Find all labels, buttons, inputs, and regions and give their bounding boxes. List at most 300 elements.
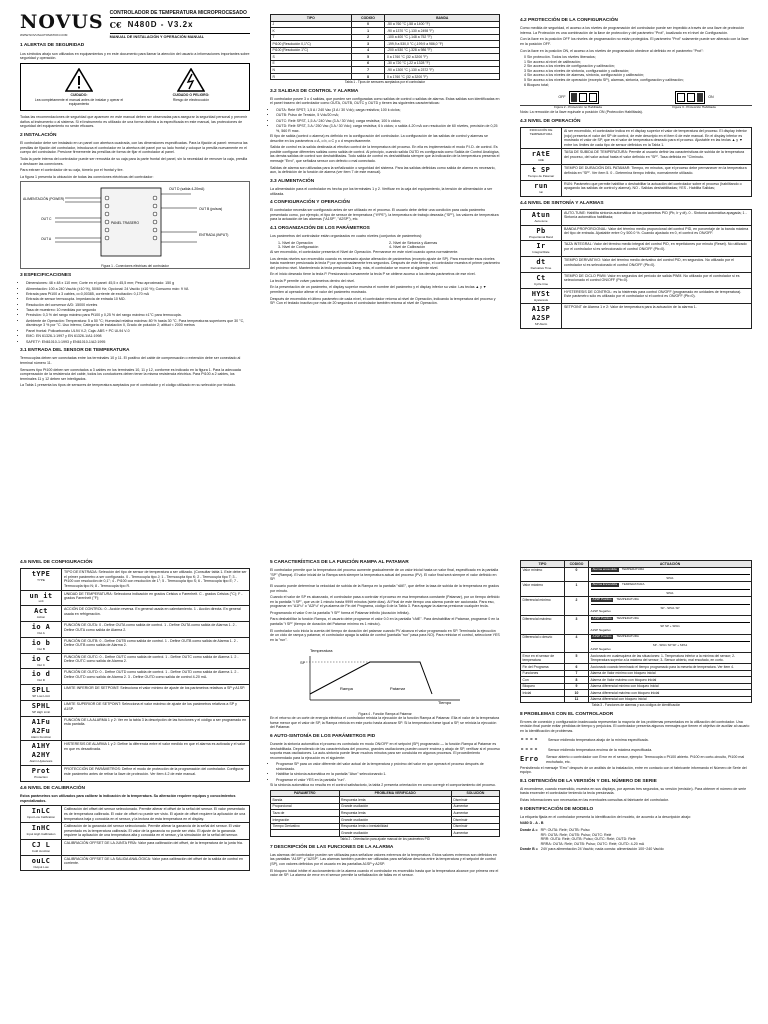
error-row xyxy=(520,755,752,764)
paragraph: Estas informaciones son necesarias en las eventuales consultas al fabricante del controlador. xyxy=(520,798,669,803)
level-item: 3- Nivel de Configuración xyxy=(278,245,319,250)
alarm-code: 0 xyxy=(565,567,589,582)
figure-caption: Figura 4 - Función Rampa al Patamar xyxy=(358,712,412,717)
alarm-description: Accionado cuando terminado el tiempo programado para la meseta de temperatura. Ver ítem 4. xyxy=(589,664,752,671)
paragraph: En el inicio deseado tiene la tecla P. Presionando nuevamente la tecla P se obtiene acceso a los demás parámetros de ese nivel. xyxy=(270,272,476,277)
parameter-key xyxy=(521,210,562,225)
parameter-row xyxy=(20,840,250,856)
parameter-row xyxy=(20,766,250,782)
column-3-bottom xyxy=(520,560,752,852)
axis-label: TEMPERATURA xyxy=(616,615,639,620)
display-code: t SP xyxy=(531,166,551,175)
alarm-sub-label: A1SP Negativo xyxy=(590,628,611,633)
axis-label: TEMPERATURA xyxy=(616,596,639,601)
column-1 xyxy=(20,10,250,390)
parameter-key xyxy=(21,569,62,589)
calibration-table xyxy=(20,805,250,871)
parameter-row xyxy=(20,638,250,654)
table-cell: Grande oscilación xyxy=(339,816,451,823)
alarm-type: Error en el sensor de temperatura xyxy=(521,653,565,664)
level-item: 1- Nivel de Operación xyxy=(278,240,313,245)
axis-label: TEMPERATURA xyxy=(616,634,639,639)
level-item: 2- Nivel de Sintonía y Alarmas xyxy=(389,240,438,245)
brand-subtitle: WWW.NOVUSAUTOMATION.COM xyxy=(20,33,68,38)
parameter-description: CALIBRACIÓN OFFSET DE LA SALIDA ANALÓGICA: Valor para calibración del offset de la salida de control en corriente. xyxy=(64,856,243,866)
section-title: 8 PROBLEMAS CON EL CONTROLADOR xyxy=(520,711,614,717)
section-title: 4.3 NIVEL DE OPERACIÓN xyxy=(520,118,581,124)
paragraph: Si la sintonía automática no resulta en el control satisfactorio, la tabla 2 presenta orientación en como corregir el comportamiento del proceso. xyxy=(270,783,496,788)
parameter-name: Alarm Function xyxy=(30,734,52,739)
table-cell: Taza de xyxy=(271,810,340,817)
outb-label: OUT B (pulsos) xyxy=(199,207,223,212)
display-code: A1Fu A2Fu xyxy=(31,717,51,735)
parameter-key xyxy=(521,226,562,241)
table-cell: -90 a 1300 °C (-130 a 2372 °F) xyxy=(385,67,500,74)
parameter-description: SETPOINT de Alarma 1 e 2: Valor de temperatura para la actuación de la alarma 1. xyxy=(564,305,697,310)
list-item: • Precisión: 0,3 % del rango máximo para Pt100 y 0,25 % del rango máximo ±1°C para termocupla. xyxy=(26,313,250,318)
paragraph: Las alarmas del controlador pueden ser utilizadas para señalizar valores extremos de la temperatura. Estos valores extremos son definidos en las pantallas "A1SP" y "A2SP". Las alarmas también pueden ser utilizadas para señalizar desvíos entre la temperatura y el setpoint de control (SP), con valores definidos por el usuario en las pantallas A1SP y A2SP. xyxy=(270,852,497,866)
connections-figure xyxy=(21,182,249,262)
list-item: • Dimensiones: 48 x 48 x 110 mm; Corte en el panel: 45,5 x 45,5 mm; Peso aproximado: 150 g xyxy=(26,281,250,286)
option-label: Donde A = xyxy=(520,827,538,832)
parameter-key xyxy=(521,181,562,196)
outa-label: OUT A xyxy=(41,237,52,242)
list-item: • Entrada de sensor termocupla. Impedancia de entrada 10 MΩ. xyxy=(26,297,250,302)
warning-text: Lea completamente el manual antes de instalar y operar el equipamiento xyxy=(34,97,124,106)
parameter-row xyxy=(520,149,752,165)
alarm-code: 3 xyxy=(565,615,589,634)
parameter-name: Action xyxy=(36,615,46,620)
temperature-axis xyxy=(591,622,750,623)
parameter-description: HYSTERESIS DE CONTROL: es la histéresis para control ON/OFF (programado en unidades de temperatura). Este parámetro sólo es utilizado por el controlador si el control es ON/OFF (Pb=0). xyxy=(564,289,742,299)
parameter-description: Al ser encendido, el controlador indica en el display superior el valor de temperatura del proceso. El display inferior (rojo) presenta el valor del SP de control, de este descripto en el ítem 6 de este manual. En el display inferior es mostrado el valor de SP, que es el valor de temperatura deseado para el proceso. Ajustable en las teclas ▲ y ▼ entre los límites de cada tipo de sensor definidos en la Tabla 1. xyxy=(564,128,747,147)
alarm-type: Diferencial máximo xyxy=(521,615,565,634)
paragraph: Termocuplas deben ser conectadas entre los terminales 10 y 11. El positivo del cable de compensación o extensión debe ser conectado al terminal número 11. xyxy=(20,356,241,365)
paragraph: En el retorno de un corte de energía eléctrica el controlador reinicia la ejecución de la función Rampa al Patamar. Ella el valor de la temperatura fuese menor que el valor de SP, la Rampa reinicia en este punto hasta alcanzar SP. Si la temperatura fuese igual a SP, se reinicia la ejecución del Patamar. xyxy=(270,716,500,730)
alarm-sub-label: A1SP Negativo xyxy=(590,609,611,614)
parameter-row xyxy=(20,805,250,823)
table-cell: 2 xyxy=(351,34,385,41)
table-cell: -200 a 530 °C (-328 a 986 °F) xyxy=(385,47,500,54)
alarm-type: Con xyxy=(521,677,565,684)
table-caption: Tabla 3 - Funciones de alarmas y sus códigos de identificación xyxy=(591,703,681,708)
axis-label-temperature: Temperatura xyxy=(310,648,333,654)
table-cell: 4 xyxy=(351,47,385,54)
list-item: RR: OUTA: Relé; OUTB: Pulso; OUTC: Relé xyxy=(540,832,612,837)
error-description: Sensor midiendo temperatura encima de la máxima especificada. xyxy=(548,747,653,752)
error-row xyxy=(520,735,752,744)
section-title: 6 AUTO-SINTONÍA DE LOS PARÁMETROS PID xyxy=(270,733,376,739)
spec-list xyxy=(20,281,250,344)
paragraph: El controlador posee 3 o 4 salidas, que pueden ser configuradas como salidas de control o salidas de alarma. Estas salidas son identificadas en el panel trasero del controlador como OUTA, OUTB, OUTC y OUTD y tienen las siguientes características: xyxy=(270,96,500,106)
table-row xyxy=(521,653,752,664)
list-item: • Alimentación: 100 a 240 Vac/dc (±10 %), 50/60 Hz; Opcional: 24 Vac/dc (±10 %); Consumo máx: 9 VA xyxy=(26,287,250,292)
error-row xyxy=(520,745,752,754)
parameter-key xyxy=(521,257,562,272)
section-title: 1 ALERTAS DE SEGURIDAD xyxy=(20,43,85,49)
parameter-description: PROTECCIÓN DE PARÁMETROS: Define el modo de protección de la programación del controlador. Configurar este parámetro antes de retirar la llave de protección. Ver ítem 4.2 de este manual. xyxy=(64,767,244,776)
table-cell: -90 a 1370 °C (-130 a 2498 °F) xyxy=(385,28,500,35)
parameter-description: FUNCIÓN DE OUTD: 0 - Define OUTD como salida de control. 1 - Define OUTD como salida de Alarma 1. 2 - Define OUTD como salida de Alarma 2. 3 - Define OUTD como salida de control 4-20 mA. xyxy=(64,670,239,679)
brand-block xyxy=(20,10,104,38)
display-code: io A xyxy=(31,623,51,632)
axis-label: TEMPERATURA xyxy=(622,581,645,586)
table-cell: E xyxy=(271,60,352,67)
parameter-key xyxy=(21,840,62,855)
column-2-bottom xyxy=(270,556,500,880)
parameter-row xyxy=(20,701,250,717)
protection-list xyxy=(520,55,752,87)
list-item: • SAFETY: EN61010-1:1993 y EN61010-1/A2:1995 xyxy=(26,340,250,345)
setpoint-marker: SPA1 xyxy=(666,575,674,580)
parameter-description: Calibración de la ganancia del sensor seleccionado. Permite alterar la ganancia de la señal del sensor. El valor presentado es la temperatura calibrada. El valor de la ganancia no puede ser visto. El ajuste de la ganancia requiere la aplicación de una temperatura alta y conocida en el sensor, y la simulación de la señal del sensor. xyxy=(64,824,241,838)
display-code: Ir xyxy=(536,242,546,251)
display-code: InLC xyxy=(31,807,51,816)
power-label: ALIMENTACIÓN (POWER) xyxy=(23,197,65,202)
temperature-axis xyxy=(591,574,750,575)
paragraph: Salidas de alarma son utilizadas para la señalización o seguridad del sistema. Para las salidas definidas como salida de alarma es necesario, aun, la definición de la función de alarma (ver ítem 7 de este manual). xyxy=(270,165,496,175)
parameter-description: FUNCIÓN DE OUTB: 0 - Define OUTB como salida de control. 1 - Define OUTB como salida de Alarma 1. 2 - Define OUTB como salida de Alarma 2. xyxy=(64,638,238,648)
alarm-code: 8 xyxy=(565,677,589,684)
list-item: • OUTC: Relé SPST, 1,5 A / 240 Vac (3 A / 30 Vdc); carga resistiva; 100 k ciclos; xyxy=(276,119,500,124)
model-code: N480D - V3.2x xyxy=(127,20,194,30)
parameter-name: Derivative Time xyxy=(530,266,552,271)
paragraph: El tipo de salida (control o alarma) es definido en la configuración del controlador. La configuración de las salidas de control y alarmas se describe en los parámetros o A, o b, o C y o d respectivamente. xyxy=(270,134,488,143)
list-item: • Resolución del conversor A/D: 15000 niveles xyxy=(26,303,250,308)
alarm-type: Valor máximo xyxy=(521,582,565,597)
alarm-diagram xyxy=(589,634,752,653)
parameter-name: Input High Calibration xyxy=(26,832,56,837)
paragraph: Los parámetros del controlador están organizados en cuatro niveles (conjuntos de parámetros): xyxy=(270,234,423,239)
alarm-description: Alarma diferencial máximo con bloqueo inicial xyxy=(589,690,752,697)
parameter-key xyxy=(21,856,62,871)
table-header: PARAMETRO xyxy=(271,790,340,797)
section-title: 4.2 PROTECCIÓN DE LA CONFIGURACIÓN xyxy=(520,18,618,23)
table-cell: 0 a 1760 °C (32 a 3200 °F) xyxy=(385,73,500,80)
table-header: ACTUACIÓN xyxy=(589,561,752,568)
outc-label: OUT C xyxy=(41,217,52,222)
dip-switch-off-icon xyxy=(569,91,599,104)
parameter-key xyxy=(21,669,62,684)
list-item: 0 Sin protección. Todos los niveles liberados; xyxy=(524,55,596,60)
parameter-name: Out B xyxy=(37,646,45,651)
table-cell: Grande oscilación xyxy=(339,803,451,810)
display-code: dt xyxy=(536,258,546,267)
paragraph: Todas las recomendaciones de seguridad que aparecen en este manual deben ser observadas para asegurar la seguridad personal y prevenir daños al instrumento o al sistema. Si el instrumento es utilizado de una forma distinta a la especificada en este manual, las protecciones de seguridad del equipamiento no serán eficaces. xyxy=(20,115,247,129)
header xyxy=(20,10,250,39)
table-cell xyxy=(271,830,340,837)
alarm-code: 2 xyxy=(565,597,589,616)
display-code: CJ L xyxy=(31,840,51,849)
paragraph: Al encenderse, cuando encendido, muestra en sus displays, por apenas tres segundos, su versión (revisión). Para obtener el número de serie basta encender el controlador teniendo la tecla presionada. xyxy=(520,786,747,796)
alarm-description: Accionado en cualesquiera de las situaciones: 1- Temperatura inferior a la mínima del sensor; 2- Temperatura superior a la máxima del sensor; 3- Sensor abierto, mal encufado, en corto. xyxy=(589,653,752,664)
table-cell: -100 a 400 °C (-148 a 752 °F) xyxy=(385,34,500,41)
display-code: InHC xyxy=(31,824,51,833)
list-item: • OUTA: Relé SPST; 1,5 A / 240 Vac (3 A / 30 Vdc); carga resistiva; 100 k ciclos; xyxy=(276,108,500,113)
section-title: 8.1 OBTENCIÓN DE LA VERSIÓN Y DEL NÚMERO DE SERIE xyxy=(520,778,657,784)
list-item: 6 Bloqueo total; xyxy=(524,82,549,87)
column-1-bottom xyxy=(20,556,250,871)
display-code: SPHL xyxy=(31,701,51,710)
alarm-diagram xyxy=(589,597,752,616)
paragraph: Sensores tipo Pt100 deben ser conectados a 3 cables en los terminales 10, 11 y 12, conforme es indicado en la figura 1. Para la adecuada compensación de la resistencia del cable, todos los conductores deben tener la misma resistencia eléctrica. Para Pt100 a 2 cables, los terminales 11 y 12 deben ser interligados. xyxy=(20,367,241,381)
alarm-diagram xyxy=(589,615,752,634)
parameter-name: rAtE xyxy=(538,158,544,163)
parameter-description: LIMITE INFERIOR DE SETPOINT: Selecciona el valor mínimo de ajuste de los parámetros relativos a SP y A1SP. xyxy=(64,686,246,691)
parameter-key xyxy=(521,304,562,328)
paragraph: Estos parámetros son utilizados para calibrar la indicación de la temperatura. Su alteración requiere equipos y conocimientos especializados. xyxy=(20,794,236,803)
setpoint-marker: SPA1 xyxy=(666,590,674,595)
paragraph: La Tabla 1 presenta los tipos de sensores de temperatura aceptados por el controlador y el código utilizado en su selección por teclado. xyxy=(20,383,237,388)
paragraph: Los demás niveles son encendido cuando es necesario ajustar alteración de parámetros (excepto ajuste de SP). Para encender esos niveles basta mantener presionada la tecla P por aproximadamente tres segundos. Después de este tiempo, el controlador muestra el primer parámetro del próximo nivel. Manteniendo la tecla presionada 3 seg. más, el controlador se mueve al siguiente nivel. xyxy=(270,256,500,270)
table-row xyxy=(521,634,752,653)
section-title: 5 CARACTERÍSTICAS DE LA FUNCIÓN RAMPA AL PATAMAR xyxy=(270,560,409,565)
list-item: • Habilitar la sintonía automática en la pantalla "Atun" seleccionando 1. xyxy=(276,772,500,777)
parameter-key xyxy=(21,654,62,669)
parameter-row xyxy=(520,127,752,149)
paragraph: Después de encendido el último parámetro de cada nivel, el controlador retorna al nivel de Operación, indicando la temperatura del proceso y SP. Con el teclado inactivo por más de 20 segundos el controlador también retorna al nivel de Operación. xyxy=(270,296,496,306)
display-code: un it xyxy=(29,591,53,600)
table-cell: Disminuir xyxy=(451,797,499,804)
table-caption: Tabla 1 - Tipos de sensores aceptados por el controlador xyxy=(344,80,426,85)
alarm-type xyxy=(521,696,565,703)
parameter-description: UNIDAD DE TEMPERATURA: Selecciona indicación en grados Celsius o Farenheit. C - grados Celsius (°C); F - grados Farenheit (°F); xyxy=(64,591,243,601)
table-header: TIPO xyxy=(271,15,352,22)
section-title: 2 INSTALACIÓN xyxy=(20,133,57,139)
parameter-row xyxy=(20,622,250,638)
parameter-row xyxy=(520,209,752,226)
danger-title: CUIDADO O PELIGRO: xyxy=(172,93,210,98)
figure-caption: Figura 3 - Protección Habilitada xyxy=(672,105,716,110)
table-cell: Disminuir xyxy=(451,816,499,823)
table-header: SOLUCIÓN xyxy=(451,790,499,797)
paragraph: Con la llave en la posición ON, el acceso a los niveles de programación obedece al definido en el parámetro "Prot": xyxy=(520,48,704,53)
parameter-key xyxy=(21,741,62,765)
parameter-row xyxy=(20,606,250,622)
parameter-name: Auto-tune xyxy=(534,218,548,223)
parameter-row xyxy=(20,568,250,590)
paragraph: Para deshabilitar la función Rampa, el usuario debe programar el valor 0.0 en la pantalla "rAtE". Para deshabilitar el Patamar, programar 0 en la pantalla "t SP" (tiempo de duración del Patamar mínimo es 1 minuto). xyxy=(270,617,500,627)
parameter-description: FUNCIÓN DE OUTA: 0 - Define OUTA como salida de control. 1 - Define OUTA como salida de Alarma 1. 2 - Define OUTA como salida de Alarma 2. xyxy=(64,623,237,632)
parameter-row xyxy=(20,591,250,607)
parameter-row xyxy=(20,717,250,742)
parameter-key xyxy=(21,606,62,621)
parameter-key xyxy=(521,149,562,164)
alarm-type: Diferencial o desvío xyxy=(521,634,565,653)
parameter-name: Hysteresis xyxy=(533,297,548,302)
table-cell: 7 xyxy=(351,67,385,74)
off-label: OFF xyxy=(558,95,566,100)
table-cell: 3 xyxy=(351,41,385,48)
parameter-name: Cold Junction xyxy=(31,848,51,853)
section-title: 3.3 ALIMENTACIÓN xyxy=(270,178,315,184)
parameter-name: SP Low Limit xyxy=(32,694,50,699)
section-title: 4.5 NIVEL DE CONFIGURACIÓN xyxy=(20,560,93,565)
table-cell: Integración xyxy=(271,816,340,823)
table-row xyxy=(521,597,752,616)
paragraph: La alimentación para el controlador es hecha por los terminales 1 y 2. Verificar en la caja del equipamiento, la tensión de alimentación a ser utilizada. xyxy=(270,186,493,196)
parameter-name: run xyxy=(538,189,544,194)
parameter-key xyxy=(521,128,562,148)
paragraph: Cuando el valor de SP es alcanzado, el controlador pasa a controlar el proceso en esa temperatura constante (Patamar), por un tiempo definido en la pantalla "t SP", que va de 1 minuto hasta 9999 minutos (siete días). Al Final de este tiempo una alarma puede ser accionada. Para eso, programar en "A1Fu" o "A2Fu" el ya alarma de Fin del Programa, código 6 de la Tabla 3. Para apagar la alarma presionar cualquier tecla. xyxy=(270,595,500,609)
parameter-description: TASA DE SUBIDA DE TEMPERATURA: Permite al usuario definir las características de subida de la temperatura del proceso, del valor actual hasta el valor definido en "SP". Tasa definida en °C/minuto. xyxy=(564,150,745,159)
list-item: 1 Sin acceso al nivel de calibración; xyxy=(524,59,581,64)
error-list xyxy=(520,735,752,764)
config-table xyxy=(20,568,250,782)
parameter-row xyxy=(20,685,250,701)
parameter-name: Protection xyxy=(34,775,48,780)
parameter-description: TIPO DE ENTRADA: Selección del tipo de sensor de temperatura a ser utilizado. (Consultar tabla 1. Este debe ser el primer parámetro a ser configurado. 0 - Termocupla tipo J; 1 - Termocupla tipo K; 2 - Termocupla tipo T; 3 - Pt100 con resolución de 0,1°; 4 - Pt100 con resolución de 1°; 5 - Termocupla tipo S; 6 - Termocupla tipo E; 7 - Termocupla tipo N; 8 - Termocupla tipo R. xyxy=(64,570,247,588)
alarm-sub-label: A1SP Negativo xyxy=(590,646,611,651)
paragraph: Errores de conexión y configuración inadecuada representan la mayoría de los problemas presentados en la utilización del controlador. Una revisión final puede evitar pérdidas de tiempo y perjuicios. El controlador presenta algunos mensajes que tienen el objetivo de auxiliar al usuario en la identificación de problemas. xyxy=(520,719,750,733)
protection-figures xyxy=(520,91,752,104)
setpoint-marker: SP - SPA1 SP xyxy=(660,605,680,610)
parameter-row xyxy=(20,741,250,766)
parameter-name: Input Low Calibration xyxy=(26,815,56,820)
list-item: • Entrada para Pt100 a 3 cables, α=0,00385, corriente de excitación: 0,170 mA xyxy=(26,292,250,297)
parameter-name: Integral Rate xyxy=(532,250,550,255)
table-cell: N xyxy=(271,67,352,74)
parameter-description: HISTERESIS DE ALARMA 1 y 2: Define la diferencia entre el valor medido en que el alarma es activada y el valor en que es desactivada. xyxy=(64,742,246,752)
alarm-description: Alarma diferencial con bloqueo inicial xyxy=(589,696,752,703)
alarm-table xyxy=(520,560,752,703)
parameter-row xyxy=(520,241,752,257)
list-item: RRRA: OUTA: Relé; OUTB: Pulso; OUTC: Relé; OUTD: 4-20 mA xyxy=(540,841,645,846)
parameter-name: Out C xyxy=(37,662,45,667)
parameter-key xyxy=(21,823,62,839)
input-label: ENTRADA (INPUT) xyxy=(199,233,229,238)
parameter-description: RUN: Parámetro que permite habilitar o deshabilitar la actuación del controlador sobre el proceso (habilitando o apagando las salidas de control y alarma). NO - Salidas deshabilitadas; YES - Habilita Salidas; xyxy=(564,181,742,191)
paragraph: Los símbolos abajo son utilizados en equipamientos y en este documento para llamar la atención del usuario a informaciones importantes sobre seguridad y operación. xyxy=(20,51,250,61)
alarm-diagram xyxy=(589,582,752,597)
section-title: 4 CONFIGURACIÓN Y OPERACIÓN xyxy=(270,200,350,206)
wiring-diagram xyxy=(20,181,250,269)
parameter-description: FUNCIÓN DE LA ALARMA 1 y 2: Ver en la tabla 3 la descripción de las funciones y el código a ser programado en esta pantalla. xyxy=(64,717,247,727)
display-code: io b xyxy=(31,638,51,647)
list-item: 3 Sin acceso a los niveles de sintonía, configuración y calibración; xyxy=(524,68,630,73)
setpoint-marker: SP SP + SPA1 xyxy=(660,624,680,629)
section-title: 3.2 SALIDAS DE CONTROL Y ALARMA xyxy=(270,88,359,94)
header-titles xyxy=(110,10,250,39)
table-cell: Grande oscilación xyxy=(339,830,451,837)
paragraph: El usuario puede determinar la velocidad de subida de la Rampa en la pantalla "rAtE", que define la tasa de subida de la temperatura en grados por minuto. xyxy=(270,583,500,593)
section-title: 4.6 NIVEL DE CALIBRACIÓN xyxy=(20,786,85,791)
axis-label-time: Tiempo xyxy=(438,700,452,706)
table-cell: Banda xyxy=(271,797,340,804)
paragraph: El controlador permite que la temperatura del proceso aumente gradualmente de un valor inicial hasta un valor final, especificado en la pantalla "SP" (Rampa). El valor inicial de la Rampa será siempre la temperatura actual del proceso (PV). El valor final será siempre el valor definido en SP. xyxy=(270,568,499,582)
table-cell: R xyxy=(271,73,352,80)
alarm-code: 1 xyxy=(565,582,589,597)
table-cell: 6 xyxy=(351,60,385,67)
option-text: 24V para alimentación 24 Vac/dc; nada consta: alimentación 100~240 Vac/dc xyxy=(540,847,664,852)
parameter-name: Out A xyxy=(37,631,45,636)
parameter-name: Tiempo de Patamar xyxy=(527,174,555,179)
paragraph: En la presentación de un parámetro, el display superior muestra el nombre del parámetro y el display inferior su valor. Las teclas ▲ y ▼ permiten al operador alterar el valor del parámetro mostrado. xyxy=(270,285,487,295)
parameter-row xyxy=(20,654,250,670)
parameter-key xyxy=(21,701,62,716)
table-cell: Respuesta lenta xyxy=(339,797,451,804)
parameter-description: LIMITE SUPERIOR DE SETPOINT: Selecciona el valor máximo de ajuste de los parámetros relativos a SP y A1SP. xyxy=(64,701,237,711)
alarm-type: Valor mínimo xyxy=(521,567,565,582)
table-cell: Pt100 (Resolución 0,1°C) xyxy=(271,41,352,48)
display-code: Act xyxy=(34,607,48,616)
display-code: Pb xyxy=(536,226,546,235)
alarm-description: Alarma diferencial mínimo con bloqueo inicial xyxy=(589,683,752,690)
operation-table xyxy=(520,127,752,197)
error-description: Sensor midiendo temperatura abajo de la mínima especificada. xyxy=(548,737,649,742)
sp-label: SP xyxy=(300,660,306,666)
parameter-row xyxy=(520,165,752,181)
alarm-state-label: A1SP Positivo xyxy=(592,634,612,639)
table-row xyxy=(521,567,752,582)
temperature-axis xyxy=(591,589,750,590)
alarm-code: 6 xyxy=(565,664,589,671)
table-cell: Disminuir xyxy=(451,823,499,830)
parameter-key xyxy=(521,289,562,304)
table-cell: K xyxy=(271,28,352,35)
paragraph: El controlador necesita ser configurado antes de ser utilizado en el proceso. El usuario debe definir una condición para cada parámetro presentado como, por ejemplo, el tipo de sensor de temperatura ("tYPE"), la temperatura de trabajo deseada ("SP"), los valores de temperatura para la actuación de las alarmas ("A1SP", "A2SP"), etc. xyxy=(270,208,499,222)
parameter-name: SP Alarm xyxy=(534,322,548,327)
figure-caption: Figura 2 - Protección no Habilitada xyxy=(554,105,602,110)
display-code: HYSt xyxy=(531,289,551,298)
section-title: 4.4 NIVEL DE SINTONÍA Y ALARMAS xyxy=(520,200,604,206)
alarm-code: 4 xyxy=(565,634,589,653)
display-code: io d xyxy=(31,670,51,679)
display-code: rAtE xyxy=(531,150,551,159)
table-cell: Respuesta lenta xyxy=(339,810,451,817)
panel-label: PANEL TRASERO xyxy=(110,221,140,226)
table-row xyxy=(521,615,752,634)
parameter-key xyxy=(21,717,62,741)
paragraph: Como medida de seguridad, el acceso a los niveles de programación del controlador puede ser impedido a través de una llave de protección interna. La Protección es una combinación de la llave de protección y del parámetro "Prot", localizado en el nivel de Configuración. xyxy=(520,26,745,35)
list-item: • Tasa de muestreo: 10 medidas por segundo xyxy=(26,308,250,313)
parameter-description: TIEMPO DE CICLO PWM: Valor en segundos del período de salida PWM. No utilizado por el controlador si es seleccionado el control ON/OFF (Pb=0). xyxy=(564,273,740,283)
danger-text: Riesgo de electrocución xyxy=(172,97,210,102)
table-row xyxy=(271,830,500,837)
list-item: 5 Sin acceso a los niveles de operación (excepto SP), alarmas, sintonía, configuración y calibración; xyxy=(524,78,684,83)
paragraph: Durante la sintonía automática el proceso es controlado en modo ON/OFF en el setpoint (SP) programado — la función Rampa al Patamar es deshabilitada. Dependiendo de las características del proceso, grandes oscilaciones pueden ocurrir encima y abajo de SP, verificar si el proceso soporta esas oscilaciones. La auto-sintonía puede llevar muchos minutos para ser concluida en algunos procesos. El procedimiento recomendado para la ejecución es el siguiente: xyxy=(270,742,500,760)
column-3 xyxy=(520,14,752,329)
list-item: RP: OUTA: Relé; OUTB: Pulso xyxy=(540,827,590,832)
parameter-description: BANDA PROPORCIONAL: Valor del término medio proporcional del control PID, en porcentaje de la banda máxima del tipo de entrada. Ajustable entre 0 y 500.0 %. Cuando ajustado en 0, el control es ON/OFF. xyxy=(564,226,749,236)
display-code: Prot xyxy=(31,767,51,776)
levels-list xyxy=(270,241,500,250)
table-cell: S xyxy=(271,54,352,61)
ramp-label: Rampa xyxy=(340,686,353,692)
list-item: 2 Sin acceso a los niveles de configuración y calibración; xyxy=(524,64,615,69)
paragraph: La etiqueta fijada en el controlador presenta la identificación del modelo, de acuerdo a la descripción abajo: xyxy=(520,814,692,819)
table-cell: Proporcional xyxy=(271,803,340,810)
patamar-label: Patamar xyxy=(390,686,406,692)
option-label: Donde B = xyxy=(520,847,538,852)
parameter-row xyxy=(520,289,752,305)
paragraph: La figura 1 presenta la ubicación de todas las conexiones eléctricas del controlador: xyxy=(20,174,154,179)
parameter-row xyxy=(520,304,752,329)
error-description: Sensor abierto o controlador con Error en el sensor, ejemplo: Termocupla o Pt100 abierto. Pt100 en corto-circuito, Pt100 mal enchufado, etc. xyxy=(546,755,745,764)
temperature-axis xyxy=(591,604,750,605)
parameter-row xyxy=(520,226,752,242)
display-code: run xyxy=(534,181,548,190)
table-cell: 5 xyxy=(351,54,385,61)
electric-hazard-icon xyxy=(177,68,205,92)
list-item: 4 Sin acceso a los niveles de alarmas, sintonía, configuración y calibración; xyxy=(524,73,645,78)
section-title: 3.1 ENTRADA DEL SENSOR DE TEMPERATURA xyxy=(20,348,130,354)
alarm-code: 9 xyxy=(565,683,589,690)
table-header: PROBLEMA VERIFICADO xyxy=(339,790,451,797)
paragraph: El controlador solo inicia la cuenta del tiempo de duración del patamar cuando PV alcanza el valor programado en SP. Terminada la ejecución de un ciclo de rampa y patamar, el controlador apaga la salida de control (pantalla "run" pasa para NO). Para reiniciar el control, seleccione YES en la "run". xyxy=(270,628,500,642)
column-2 xyxy=(270,14,500,308)
parameter-name: Alarm Hysteresis xyxy=(29,759,53,764)
